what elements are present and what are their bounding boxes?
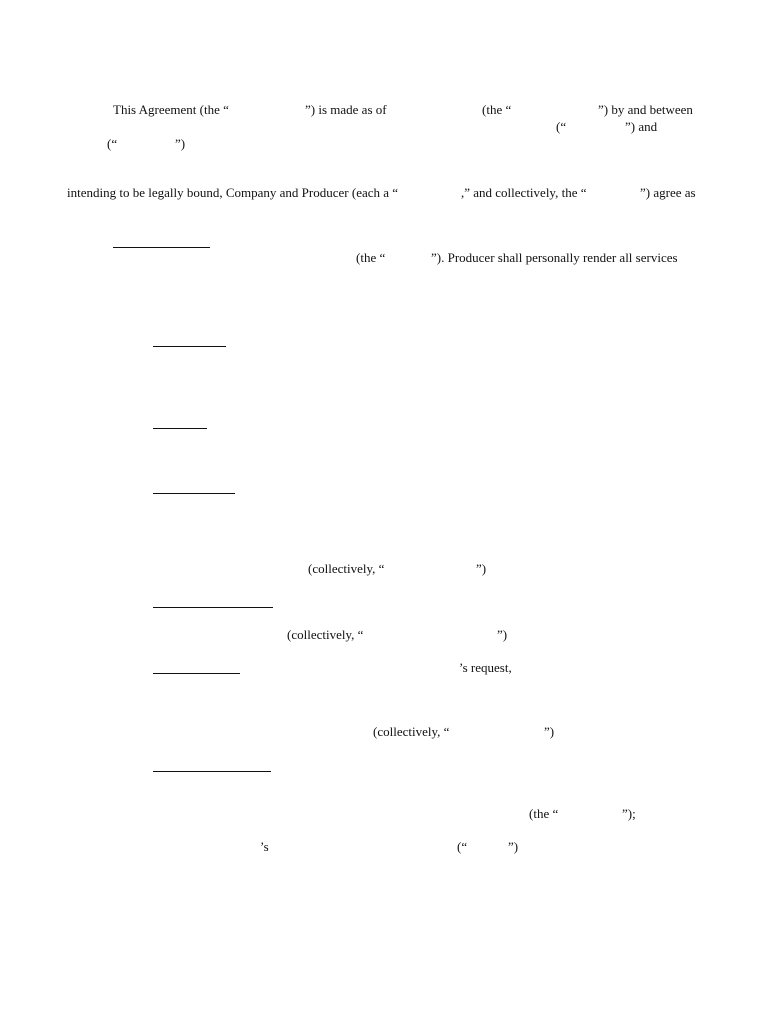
services-b: ”). Producer shall personally render all services bbox=[431, 250, 678, 265]
collectively-3-a: (collectively, “ bbox=[373, 724, 450, 739]
request-fragment: ’s request, bbox=[459, 660, 512, 675]
collectively-2-a: (collectively, “ bbox=[287, 627, 364, 642]
possessive-fragment: ’s bbox=[260, 839, 269, 854]
collectively-1-b: ”) bbox=[476, 561, 487, 576]
intro-line3-b: ”) bbox=[175, 136, 186, 151]
intro-line1-c: (the “ bbox=[482, 102, 512, 117]
subsection-b-underline bbox=[153, 428, 207, 429]
recital-b: ,” and collectively, the “ bbox=[461, 185, 587, 200]
recital-a: intending to be legally bound, Company and Producer (each a “ bbox=[67, 185, 399, 200]
intro-line2-a: (“ bbox=[556, 119, 567, 134]
subsection-e-underline bbox=[153, 673, 240, 674]
intro-line3-a: (“ bbox=[107, 136, 118, 151]
services-a: (the “ bbox=[356, 250, 386, 265]
recital-c: ”) agree as bbox=[640, 185, 696, 200]
collectively-2-b: ”) bbox=[497, 627, 508, 642]
possessive-quote-close: ”) bbox=[508, 839, 519, 854]
subsection-c-underline bbox=[153, 493, 235, 494]
section-heading-underline bbox=[113, 247, 210, 248]
intro-line1-d: ”) by and between bbox=[598, 102, 693, 117]
intro-line2-b: ”) and bbox=[625, 119, 658, 134]
subsection-f-underline bbox=[153, 771, 271, 772]
the-clause-b: ”); bbox=[622, 806, 636, 821]
collectively-1-a: (collectively, “ bbox=[308, 561, 385, 576]
intro-line1-b: ”) is made as of bbox=[305, 102, 387, 117]
subsection-a-underline bbox=[153, 346, 226, 347]
subsection-d-underline bbox=[153, 607, 273, 608]
possessive-quote-open: (“ bbox=[457, 839, 468, 854]
collectively-3-b: ”) bbox=[544, 724, 555, 739]
intro-line1-a: This Agreement (the “ bbox=[113, 102, 229, 117]
the-clause-a: (the “ bbox=[529, 806, 559, 821]
